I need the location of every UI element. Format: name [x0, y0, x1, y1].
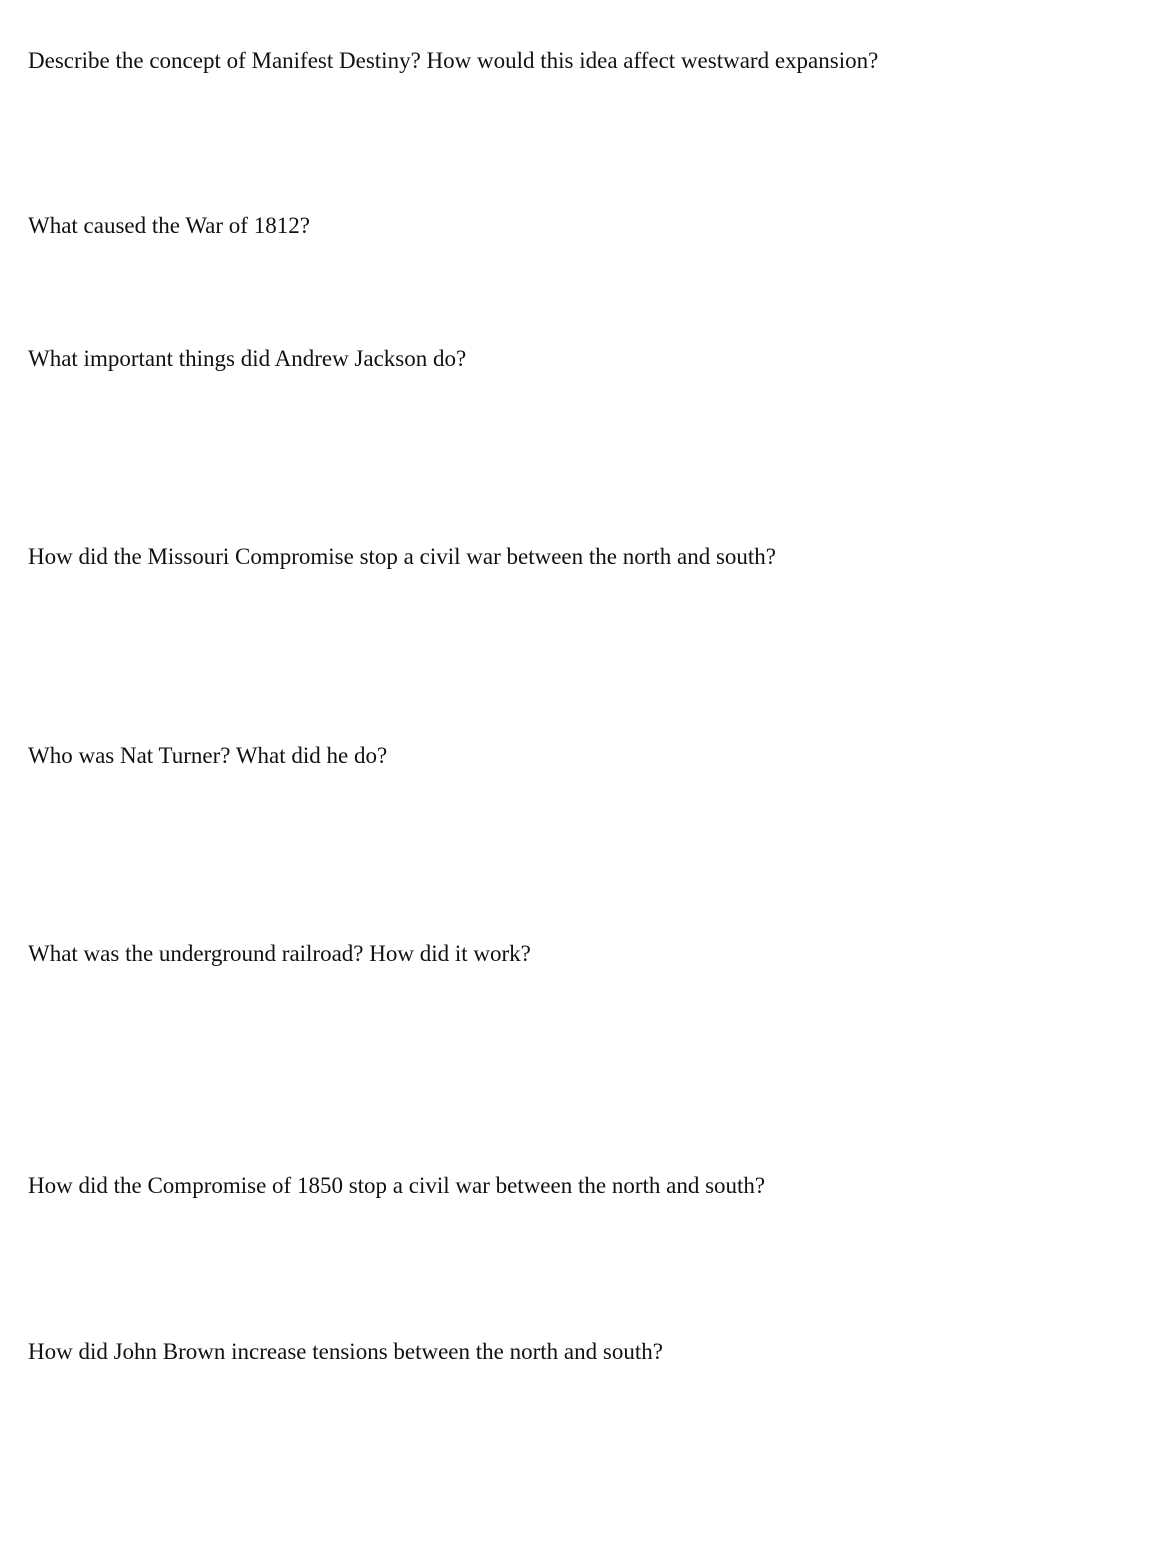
question-missouri-compromise: How did the Missouri Compromise stop a civil war between the north and south?	[28, 544, 777, 569]
question-manifest-destiny: Describe the concept of Manifest Destiny? How would this idea affect westward expansion?	[28, 48, 879, 73]
question-john-brown: How did John Brown increase tensions between the north and south?	[28, 1339, 663, 1364]
question-war-of-1812: What caused the War of 1812?	[28, 213, 310, 238]
question-andrew-jackson: What important things did Andrew Jackson do?	[28, 346, 467, 371]
question-underground-railroad: What was the underground railroad? How did it work?	[28, 941, 531, 966]
question-nat-turner: Who was Nat Turner? What did he do?	[28, 743, 388, 768]
question-compromise-of-1850: How did the Compromise of 1850 stop a civil war between the north and south?	[28, 1173, 766, 1198]
